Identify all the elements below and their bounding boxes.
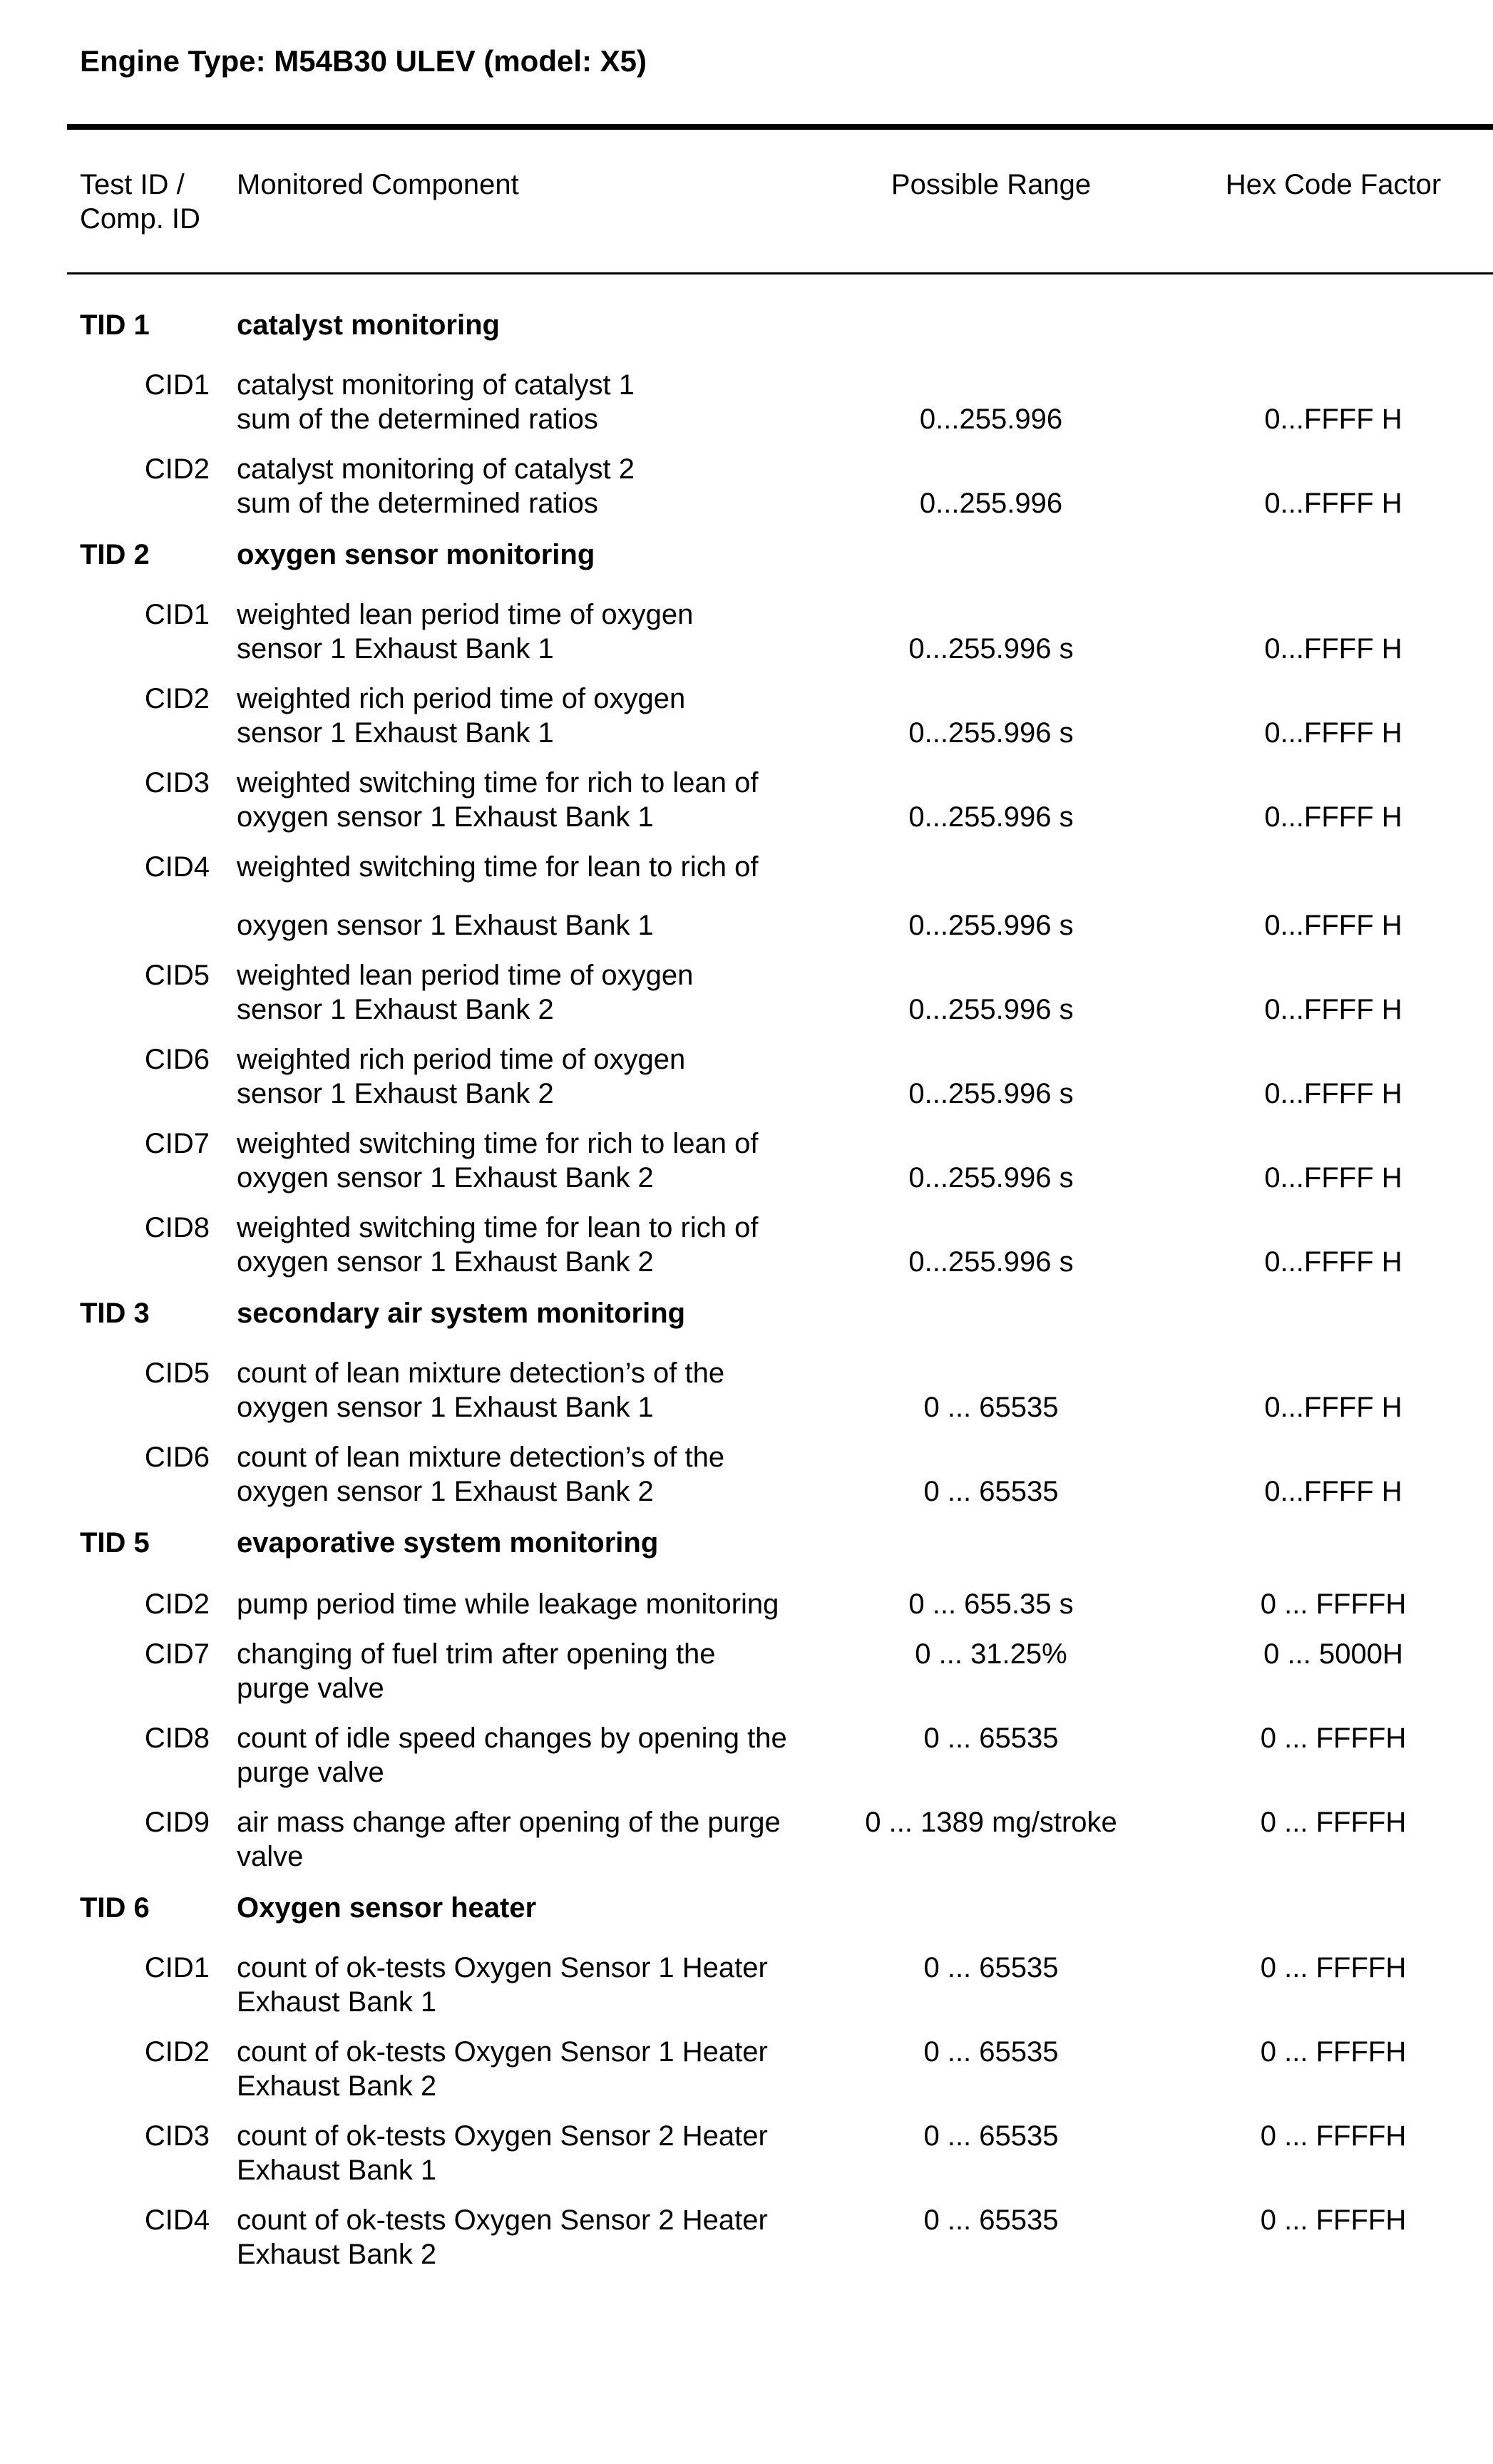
table-row [0, 1356, 1493, 1424]
description-line: Exhaust Bank 1 [237, 1986, 437, 2018]
component-description [237, 682, 821, 750]
component-description [237, 1356, 821, 1424]
test-id: TID 3 [80, 1298, 150, 1329]
section-header [0, 1526, 1493, 1570]
possible-range: 0...255.996 s [908, 1246, 1074, 1278]
possible-range: 0...255.996 s [908, 801, 1074, 833]
section-header [0, 1296, 1493, 1340]
header-component: Monitored Component [237, 169, 519, 200]
component-description [237, 1951, 821, 2019]
hex-code-factor: 0...FFFF H [1264, 488, 1402, 519]
table-row [0, 1951, 1493, 2019]
section-title: oxygen sensor monitoring [237, 539, 595, 570]
component-description [237, 1805, 821, 1874]
description-line: weighted switching time for rich to lean of [237, 1128, 759, 1159]
description-line: oxygen sensor 1 Exhaust Bank 2 [237, 1246, 654, 1278]
description-line: count of ok-tests Oxygen Sensor 1 Heater [237, 1952, 768, 1983]
possible-range: 0 ... 1389 mg/stroke [865, 1807, 1117, 1838]
header-top-rule [67, 124, 1493, 130]
component-description [237, 368, 821, 436]
table-row [0, 766, 1493, 834]
section-header [0, 538, 1493, 582]
hex-code-factor: 0 ... 5000H [1263, 1638, 1403, 1670]
table-row [0, 1805, 1493, 1874]
description-line: Exhaust Bank 2 [237, 2239, 437, 2270]
component-description [237, 1587, 821, 1621]
hex-code-factor: 0...FFFF H [1264, 1392, 1402, 1423]
table-row [0, 1440, 1493, 1509]
component-description [237, 850, 821, 884]
component-id: CID6 [144, 1044, 210, 1075]
description-line: count of ok-tests Oxygen Sensor 1 Heater [237, 2036, 768, 2068]
possible-range: 0 ... 65535 [923, 2204, 1059, 2236]
hex-code-factor: 0 ... FFFFH [1260, 2036, 1407, 2068]
hex-code-factor: 0 ... FFFFH [1260, 1588, 1407, 1620]
hex-code-factor: 0 ... FFFFH [1260, 1807, 1407, 1838]
description-line: count of ok-tests Oxygen Sensor 2 Heater [237, 2204, 768, 2236]
table-row [0, 368, 1493, 436]
component-id: CID3 [144, 2120, 210, 2152]
component-description [237, 2035, 821, 2103]
component-description [237, 908, 821, 943]
description-line: sensor 1 Exhaust Bank 1 [237, 717, 554, 749]
possible-range: 0...255.996 s [908, 717, 1074, 749]
description-line: oxygen sensor 1 Exhaust Bank 1 [237, 801, 654, 833]
description-line: catalyst monitoring of catalyst 1 [237, 369, 635, 401]
component-id: CID2 [144, 453, 210, 485]
test-id: TID 1 [80, 309, 150, 341]
description-line: oxygen sensor 1 Exhaust Bank 1 [237, 910, 654, 941]
component-description [237, 1721, 821, 1790]
component-id: CID9 [144, 1807, 210, 1838]
table-row [0, 2035, 1493, 2103]
header-hex: Hex Code Factor [1225, 169, 1442, 200]
component-id: CID5 [144, 1357, 210, 1389]
description-line: oxygen sensor 1 Exhaust Bank 1 [237, 1392, 654, 1423]
hex-code-factor: 0...FFFF H [1264, 404, 1402, 435]
component-description [237, 958, 821, 1027]
table-row [0, 850, 1493, 891]
possible-range: 0 ... 65535 [923, 1952, 1059, 1983]
table-row [0, 452, 1493, 520]
description-line: count of idle speed changes by opening the [237, 1723, 787, 1754]
possible-range: 0...255.996 [919, 404, 1063, 435]
component-id: CID4 [144, 851, 210, 883]
section-header [0, 308, 1493, 352]
description-line: purge valve [237, 1673, 384, 1704]
description-line: Exhaust Bank 2 [237, 2070, 437, 2102]
description-line: sensor 1 Exhaust Bank 1 [237, 633, 554, 664]
possible-range: 0 ... 31.25% [915, 1638, 1067, 1670]
table-row [0, 1126, 1493, 1195]
component-id: CID2 [144, 2036, 210, 2068]
header-test-id-line1: Test ID / [80, 169, 185, 200]
description-line: valve [237, 1841, 304, 1872]
hex-code-factor: 0 ... FFFFH [1260, 2120, 1407, 2152]
possible-range: 0...255.996 s [908, 910, 1074, 941]
description-line: weighted lean period time of oxygen [237, 960, 694, 991]
component-description [237, 2119, 821, 2187]
description-line: count of lean mixture detection’s of the [237, 1357, 725, 1389]
component-description [237, 1211, 821, 1279]
section-title: catalyst monitoring [237, 309, 500, 341]
table-row [0, 597, 1493, 666]
table-body [0, 308, 1493, 2272]
component-id: CID5 [144, 960, 210, 991]
table-row [0, 1211, 1493, 1279]
hex-code-factor: 0...FFFF H [1264, 717, 1402, 749]
component-description [237, 1126, 821, 1195]
section-title: evaporative system monitoring [237, 1527, 659, 1559]
description-line: weighted switching time for rich to lean of [237, 767, 759, 799]
component-id: CID3 [144, 767, 210, 799]
component-id: CID6 [144, 1442, 210, 1473]
description-line: sum of the determined ratios [237, 404, 598, 435]
description-line: sensor 1 Exhaust Bank 2 [237, 994, 554, 1025]
possible-range: 0...255.996 s [908, 1078, 1074, 1109]
hex-code-factor: 0 ... FFFFH [1260, 1952, 1407, 1983]
hex-code-factor: 0...FFFF H [1264, 633, 1402, 664]
possible-range: 0 ... 65535 [923, 1723, 1059, 1754]
table-header [0, 168, 1493, 246]
possible-range: 0 ... 65535 [923, 1392, 1059, 1423]
table-row [0, 1042, 1493, 1111]
description-line: weighted rich period time of oxygen [237, 1044, 686, 1075]
possible-range: 0 ... 65535 [923, 2120, 1059, 2152]
description-line: weighted switching time for lean to rich of [237, 851, 759, 883]
component-id: CID4 [144, 2204, 210, 2236]
possible-range: 0...255.996 s [908, 633, 1074, 664]
table-row [0, 1637, 1493, 1705]
section-header [0, 1891, 1493, 1935]
component-id: CID1 [144, 369, 210, 401]
description-line: catalyst monitoring of catalyst 2 [237, 453, 635, 485]
description-line: oxygen sensor 1 Exhaust Bank 2 [237, 1476, 654, 1507]
page-title: Engine Type: M54B30 ULEV (model: X5) [80, 44, 647, 78]
hex-code-factor: 0...FFFF H [1264, 994, 1402, 1025]
possible-range: 0 ... 65535 [923, 2036, 1059, 2068]
component-description [237, 1042, 821, 1111]
description-line: weighted lean period time of oxygen [237, 599, 694, 630]
description-line: count of lean mixture detection’s of the [237, 1442, 725, 1473]
component-id: CID7 [144, 1638, 210, 1670]
hex-code-factor: 0...FFFF H [1264, 801, 1402, 833]
component-description [237, 1637, 821, 1705]
test-id: TID 5 [80, 1527, 150, 1559]
component-id: CID2 [144, 1588, 210, 1620]
description-line: changing of fuel trim after opening the [237, 1638, 716, 1670]
section-title: Oxygen sensor heater [237, 1892, 537, 1924]
hex-code-factor: 0...FFFF H [1264, 1162, 1402, 1194]
component-id: CID8 [144, 1723, 210, 1754]
component-description [237, 2203, 821, 2272]
test-id: TID 2 [80, 539, 150, 570]
hex-code-factor: 0...FFFF H [1264, 1476, 1402, 1507]
table-row [0, 958, 1493, 1027]
table-row [0, 2119, 1493, 2187]
component-description [237, 597, 821, 666]
hex-code-factor: 0 ... FFFFH [1260, 1723, 1407, 1754]
hex-code-factor: 0 ... FFFFH [1260, 2204, 1407, 2236]
header-test-id [80, 168, 200, 236]
test-id: TID 6 [80, 1892, 150, 1924]
component-description [237, 766, 821, 834]
section-title: secondary air system monitoring [237, 1298, 686, 1329]
description-line: oxygen sensor 1 Exhaust Bank 2 [237, 1162, 654, 1194]
description-line: pump period time while leakage monitoring [237, 1588, 779, 1620]
description-line: sum of the determined ratios [237, 488, 598, 519]
description-line: weighted switching time for lean to rich of [237, 1212, 759, 1243]
possible-range: 0...255.996 [919, 488, 1063, 519]
description-line: air mass change after opening of the purge [237, 1807, 781, 1838]
possible-range: 0...255.996 s [908, 994, 1074, 1025]
component-id: CID2 [144, 683, 210, 714]
component-id: CID8 [144, 1212, 210, 1243]
hex-code-factor: 0...FFFF H [1264, 1078, 1402, 1109]
header-range: Possible Range [891, 169, 1092, 200]
component-id: CID7 [144, 1128, 210, 1159]
header-bottom-rule [67, 272, 1493, 274]
description-line: Exhaust Bank 1 [237, 2155, 437, 2186]
component-description [237, 452, 821, 520]
table-row [0, 908, 1493, 943]
table-row [0, 1721, 1493, 1790]
possible-range: 0 ... 655.35 s [908, 1588, 1074, 1620]
component-description [237, 1440, 821, 1509]
description-line: weighted rich period time of oxygen [237, 683, 686, 714]
description-line: purge valve [237, 1757, 384, 1788]
description-line: sensor 1 Exhaust Bank 2 [237, 1078, 554, 1109]
table-row [0, 1587, 1493, 1621]
component-id: CID1 [144, 1952, 210, 1983]
possible-range: 0...255.996 s [908, 1162, 1074, 1194]
table-row [0, 682, 1493, 750]
hex-code-factor: 0...FFFF H [1264, 1246, 1402, 1278]
hex-code-factor: 0...FFFF H [1264, 910, 1402, 941]
possible-range: 0 ... 65535 [923, 1476, 1059, 1507]
table-row [0, 2203, 1493, 2272]
component-id: CID1 [144, 599, 210, 630]
description-line: count of ok-tests Oxygen Sensor 2 Heater [237, 2120, 768, 2152]
header-test-id-line2: Comp. ID [80, 203, 200, 235]
